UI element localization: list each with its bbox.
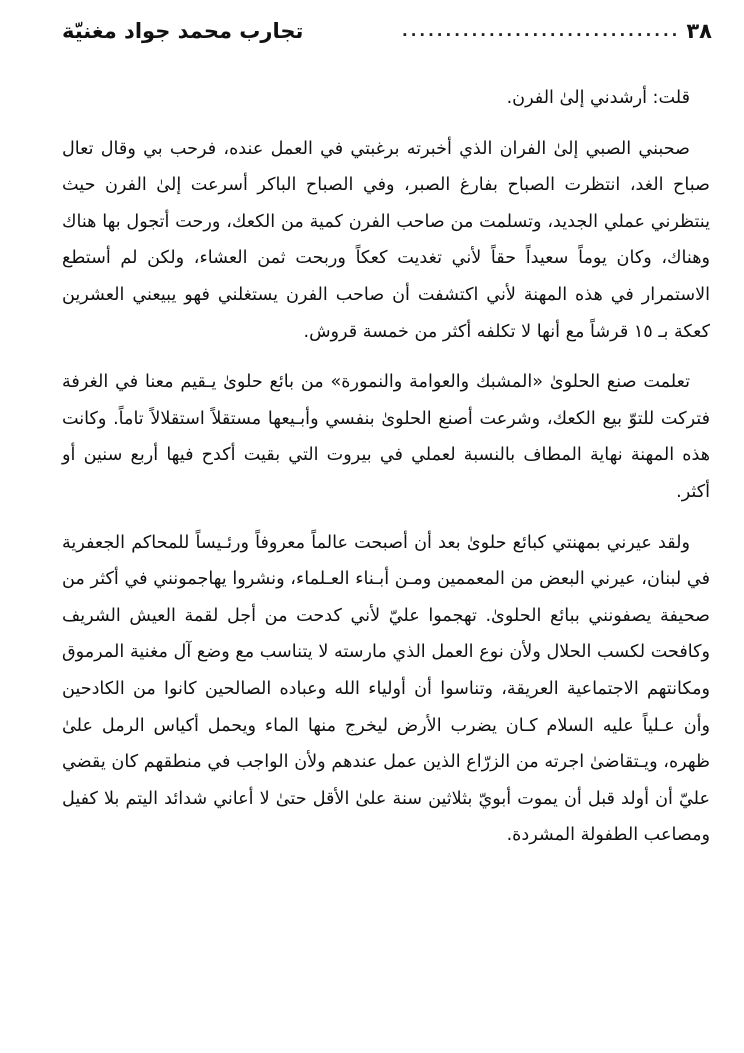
book-title: تجارب محمد جواد مغنيّة bbox=[62, 19, 304, 43]
dot-leader: ................................ bbox=[402, 22, 681, 40]
paragraph: تعلمت صنع الحلوىٰ «المشبك والعوامة والنمورة» من بائع حلوىٰ يـقيم معنا في الغرفة فتركت للتوّ بيع الكعك، وشرعت أصنع الحلوىٰ بنفسي وأبـيعها مستقلاً استقلالاً تاماً. وكانت هذه المهنة نهاية المطاف بالنسبة لعملي في بيروت التي بقيت أكدح فيها أربع سنين أو أكثر. bbox=[62, 372, 710, 502]
paragraph: صحبني الصبي إلىٰ الفران الذي أخبرته برغبتي في العمل عنده، فرحب بي وقال تعال صباح الغد، انتظرت الصباح بفارغ الصبر، وفي الصباح الباكر أسرعت إلىٰ الفرن حيث ينتظرني عملي الجديد، وتسلمت من صاحب الفرن كمية من الكعك، ورحت أتجول بها هناك وهناك، وكان يوماً سعيداً حقاً لأني تغديت كعكاً وربحت ثمن العشاء، ولكن لم أستطع الاستمرار في هذه المهنة لأني اكتشفت أن صاحب الفرن يستغلني فهو يبيعني العشرين كعكة بـ ١٥ قرشاً مع أنها لا تكلفه أكثر من خمسة قروش. bbox=[62, 138, 710, 342]
page-number: ٣٨ bbox=[686, 19, 712, 43]
running-header bbox=[62, 16, 712, 46]
paragraph: قلت: أرشدني إلىٰ الفرن. bbox=[506, 88, 690, 108]
paragraph: ولقد عيرني بمهنتي كبائع حلوىٰ بعد أن أصبحت عالماً معروفاً ورئـيساً للمحاكم الجعفرية في لبنان، عيرني البعض من المعممين ومـن أبـناء العـلماء، ونشروا يهاجمونني في أكثر من صحيفة يصفونني ببائع الحلوىٰ. تهجموا عليّ لأني كدحت من أجل لقمة العيش الشريف وكافحت لكسب الحلال ولأن نوع العمل الذي مارسته لا يتناسب مع وضع آل مغنية المرموق ومكانتهم الاجتماعية العريقة، وتناسوا أن أولياء الله وعباده الصالحين كانوا من الكادحين وأن عـلياً عليه السلام كـان يضرب الأرض ليخرج منها الماء ويحمل أكياس الرمل علىٰ ظهره، ويـتقاضىٰ اجرته من الزرّاع الذين عمل عندهم ولأن الواجب في منطقهم كان يقضي عليّ أن أولد قبل أن يموت أبويّ بثلاثين سنة علىٰ الأقل حتىٰ لا أعاني شدائد اليتم بلا كفيل ومصاعب الطفولة المشردة. bbox=[62, 532, 710, 846]
page-body bbox=[62, 80, 710, 854]
